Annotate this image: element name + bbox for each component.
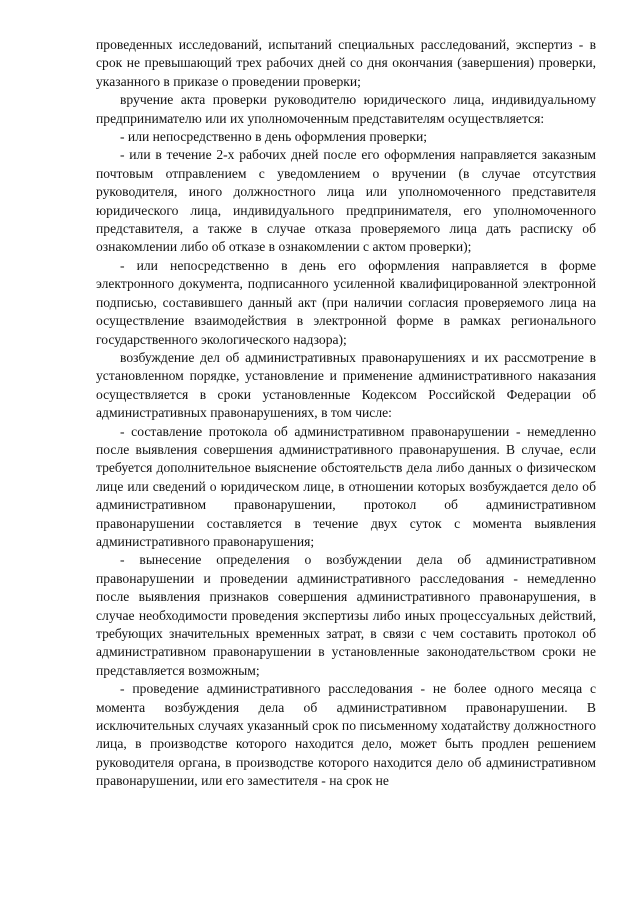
paragraph-1: проведенных исследований, испытаний специальных расследований, экспертиз - в срок не превышающий трех рабочих дней со дня окончания (завершения) проверки, указанного в приказе о проведении проверки; (96, 37, 596, 89)
paragraph-7: - составление протокола об административном правонарушении - немедленно после выявления совершения административного правонарушения. В случае, если требуется дополнительное выяснение обстоятельств дела либо данных о физическом лице или сведений о юридическом лице, в отношении которых возбуждается дело об административном правонарушении, протокол об административном правонарушении составляется в течение двух суток с момента выявления административного правонарушения; (96, 423, 596, 549)
paragraph-3: - или непосредственно в день оформления проверки; (120, 129, 428, 145)
document-page (96, 36, 596, 791)
paragraph-8: - вынесение определения о возбуждении дела об административном правонарушении и проведении административного расследования - немедленно после выявления признаков совершения административного правонарушения, в случае необходимости проведения экспертизы либо иных процессуальных действий, требующих значительных временных затрат, в связи с чем составить протокол об административном правонарушении в установленные законодательством сроки не представляется возможным; (96, 552, 596, 678)
paragraph-9: - проведение административного расследования - не более одного месяца с момента возбуждения дела об административном правонарушении. В исключительных случаях указанный срок по письменному ходатайству должностного лица, в производстве которого находится дело, может быть продлен решением руководителя органа, в производстве которого находится дело об административном правонарушении, или его заместителя - на срок не (96, 681, 596, 789)
paragraph-2: вручение акта проверки руководителю юридического лица, индивидуальному предпринимателю или их уполномоченным представителям осуществляется: (96, 92, 596, 126)
paragraph-6: возбуждение дел об административных правонарушениях и их рассмотрение в установленном порядке, установление и применение административного наказания осуществляется в сроки установленные Кодексом Российской Федерации об административных правонарушениях, в том числе: (96, 349, 596, 421)
paragraph-5: - или непосредственно в день его оформления направляется в форме электронного документа, подписанного усиленной квалифицированной электронной подписью, составившего данный акт (при наличии согласия проверяемого лица на осуществление взаимодействия в электронной форме в рамках регионального государственного экологического надзора); (96, 257, 596, 347)
paragraph-4: - или в течение 2-х рабочих дней после его оформления направляется заказным почтовым отправлением с уведомлением о вручении (в случае отсутствия руководителя, иного должностного лица или уполномоченного представителя юридического лица, индивидуального предпринимателя, его уполномоченного представителя, а также в случае отказа проверяемого лица дать расписку об ознакомлении либо об отказе в ознакомлении с актом проверки); (96, 147, 596, 255)
